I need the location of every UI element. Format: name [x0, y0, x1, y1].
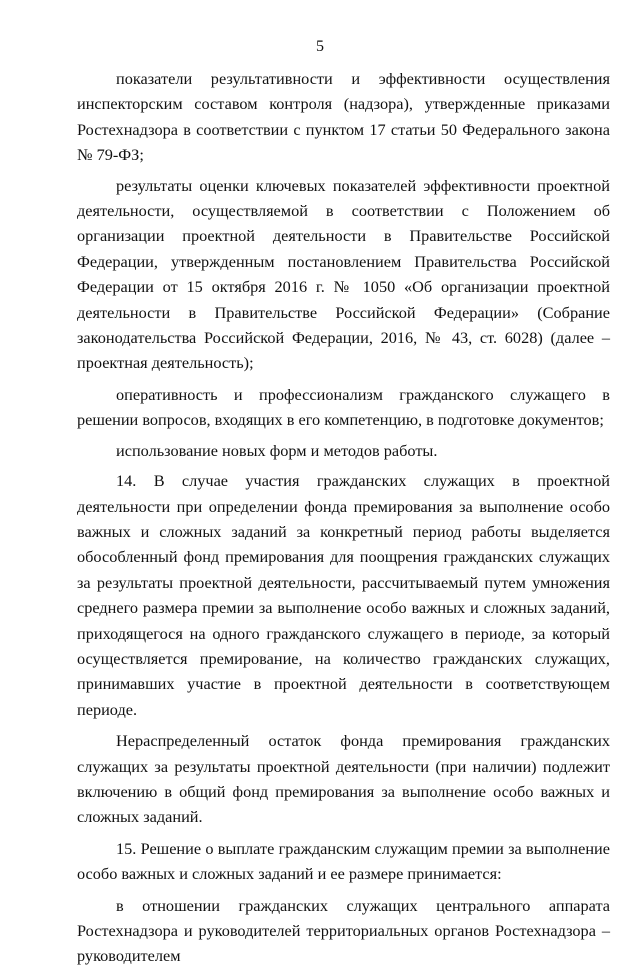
- page-number: 5: [316, 38, 324, 55]
- paragraph-clause-14: 14. В случае участия гражданских служащих в проектной деятельности при определении фонда премирования за выполнение особо важных и сложных заданий за конкретный период работы выделяется обособленный фонд премирования для поощрения гражданских служащих за результаты проектной деятельности, рассчитываемый путем умножения среднего размера премии за выполнение особо важных и сложных заданий, приходящегося на одного гражданского служащего в периоде, за который осуществляется премирование, на количество гражданских служащих, принимавших участие в проектной деятельности в соответствующем периоде.: [77, 471, 610, 719]
- paragraph-performance-indicators: показатели результативности и эффективности осуществления инспекторским составом контроля (надзора), утвержденные приказами Ростехнадзора в соответствии с пунктом 17 статьи 50 Федерального закона № 79-ФЗ;: [77, 69, 610, 165]
- paragraph-project-kpi-results: результаты оценки ключевых показателей эффективности проектной деятельности, осуществляемой в соответствии с Положением об организации проектной деятельности в Правительстве Российской Федерации, утвержденным постановлением Правительства Российской Федерации от 15 октября 2016 г. № 1050 «Об организации проектной деятельности в Правительстве Российской Федерации» (Собрание законодательства Российской Федерации, 2016, № 43, ст. 6028) (далее – проектная деятельность);: [77, 175, 610, 373]
- document-body: [77, 66, 610, 974]
- paragraph-undistributed-remainder: Нераспределенный остаток фонда премирования гражданских служащих за результаты проектной деятельности (при наличии) подлежит включению в общий фонд премирования за выполнение особо важных и сложных заданий.: [77, 731, 610, 827]
- paragraph-efficiency-professionalism: оперативность и профессионализм гражданского служащего в решении вопросов, входящих в его компетенцию, в подготовке документов;: [77, 384, 610, 430]
- paragraph-clause-15: 15. Решение о выплате гражданским служащим премии за выполнение особо важных и сложных заданий и ее размере принимается:: [77, 838, 610, 884]
- paragraph-new-methods: использование новых форм и методов работы.: [116, 440, 438, 460]
- paragraph-central-office-decision: в отношении гражданских служащих центрального аппарата Ростехнадзора и руководителей территориальных органов Ростехнадзора – руководителем: [77, 895, 610, 966]
